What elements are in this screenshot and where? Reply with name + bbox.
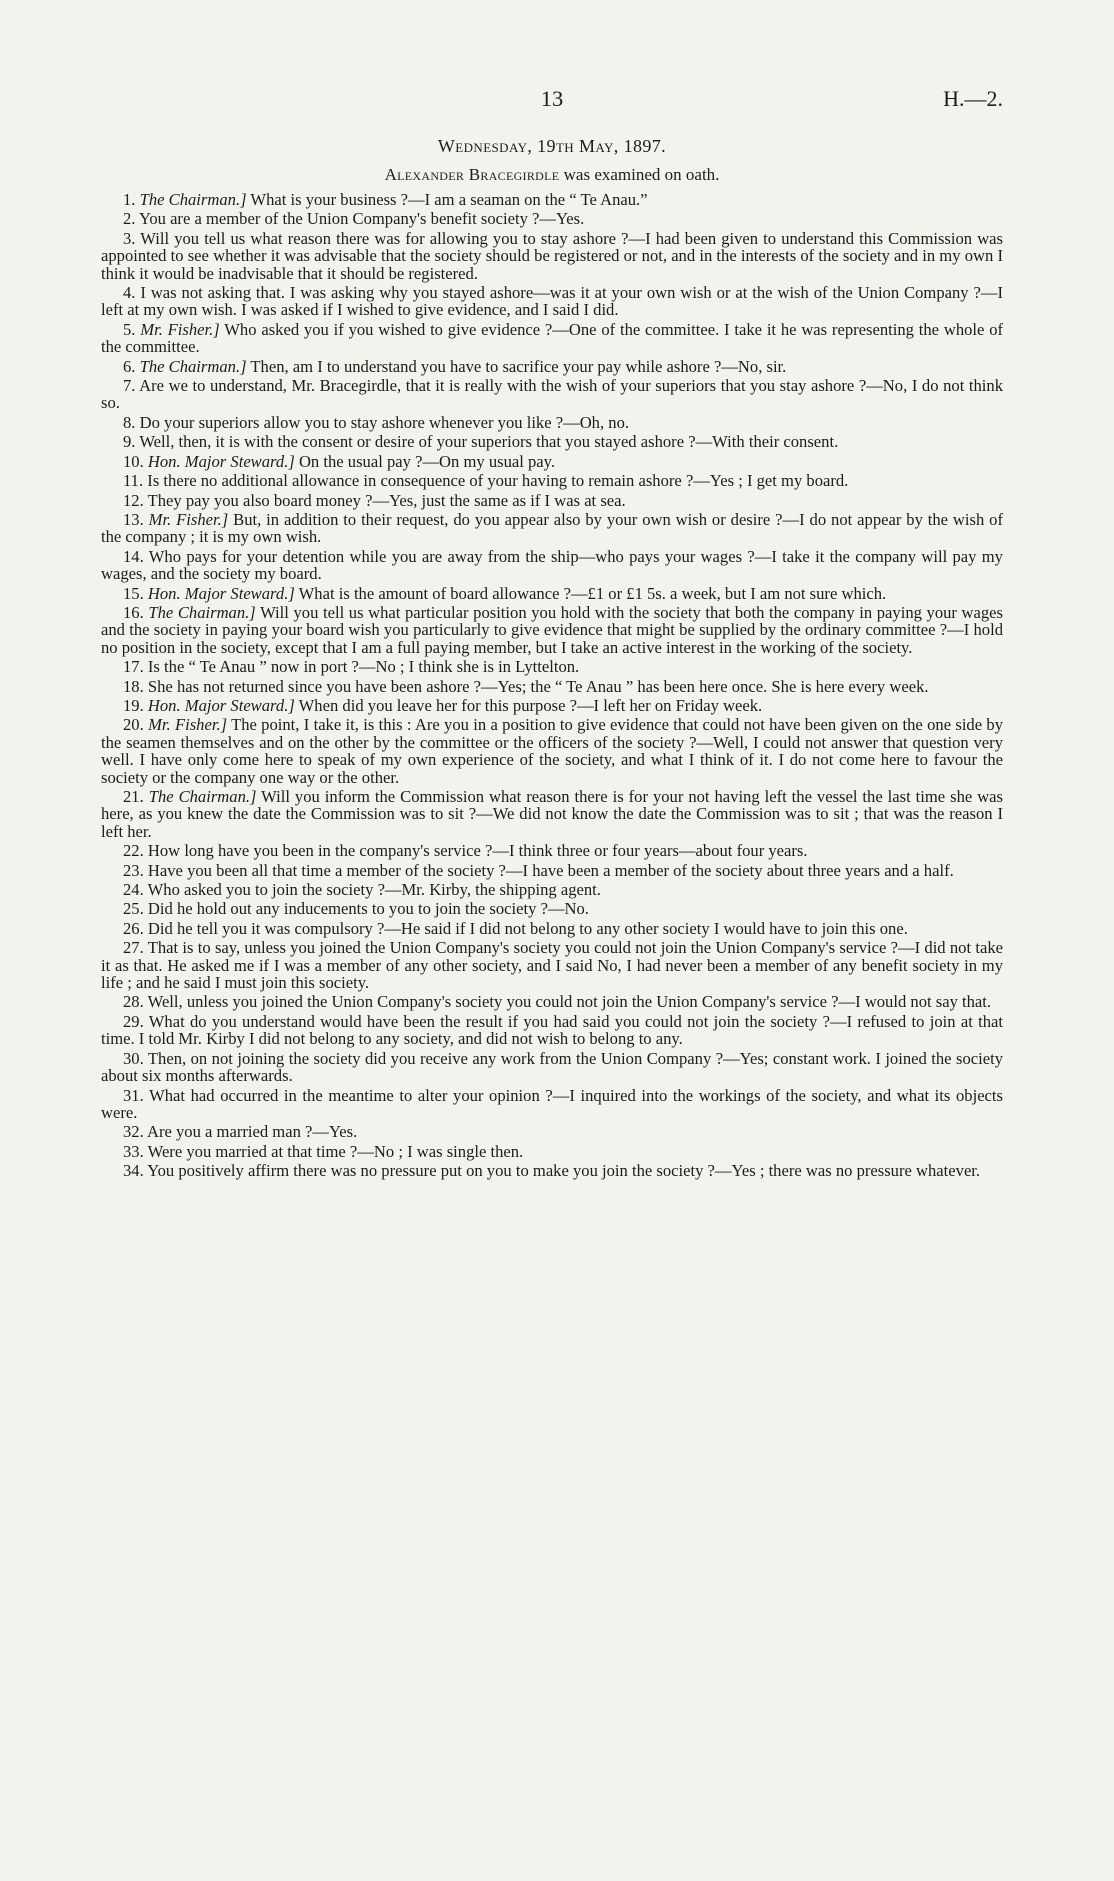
testimony-text: When did you leave her for this purpose ?—I left her on Friday week. <box>294 695 763 715</box>
question-number: 23. <box>123 860 144 880</box>
speaker-name: Hon. Major Steward.] <box>147 583 295 603</box>
testimony-entry <box>101 230 1003 282</box>
testimony-entry <box>101 210 1003 227</box>
question-number: 16. <box>123 602 144 622</box>
question-number: 11. <box>123 471 144 491</box>
question-number: 25. <box>123 899 144 919</box>
testimony-text: Is the “ Te Anau ” now in port ?—No ; I think she is in Lyttelton. <box>147 657 580 677</box>
question-number: 33. <box>123 1141 144 1161</box>
question-number: 15. <box>123 583 144 603</box>
testimony-entry <box>101 920 1003 937</box>
testimony-text: She has not returned since you have been ashore ?—Yes; the “ Te Anau ” has been here once. She is here every week. <box>147 676 929 696</box>
page-number: 13 <box>540 86 564 111</box>
testimony-list <box>101 191 1003 1180</box>
question-number: 24. <box>123 880 144 900</box>
testimony-text: How long have you been in the company's service ?—I think three or four years—about four years. <box>147 841 808 861</box>
witness-status: was examined on oath. <box>559 165 720 184</box>
testimony-text: Well, unless you joined the Union Company's society you could not join the Union Company's service ?—I would not say that. <box>147 992 992 1012</box>
testimony-text: That is to say, unless you joined the Union Company's society you could not join the Union Company's service ?—I did not take it as that. He asked me if I was a member of any other society, and I said No, I had never been a member of any benefit society in my life ; and he said I must join this society. <box>101 938 1003 993</box>
question-number: 7. <box>123 376 136 396</box>
testimony-text: But, in addition to their request, do you appear also by your own wish or desire ?—I do not appear by the wish of the company ; it is my own wish. <box>101 509 1004 547</box>
question-number: 32. <box>123 1122 144 1142</box>
question-number: 1. <box>123 190 136 209</box>
question-number: 18. <box>123 676 144 696</box>
question-number: 13. <box>123 509 144 529</box>
speaker-name: The Chairman.] <box>148 602 256 622</box>
testimony-text: Do your superiors allow you to stay ashore whenever you like ?—Oh, no. <box>139 412 630 432</box>
testimony-entry <box>101 585 1003 602</box>
testimony-entry <box>101 284 1003 319</box>
question-number: 21. <box>123 787 144 806</box>
question-number: 4. <box>123 283 136 303</box>
question-number: 26. <box>123 918 144 938</box>
testimony-entry <box>101 716 1003 786</box>
testimony-entry <box>101 678 1003 695</box>
testimony-entry <box>101 492 1003 509</box>
testimony-entry <box>101 414 1003 431</box>
question-number: 19. <box>123 695 144 715</box>
question-number: 10. <box>123 451 144 471</box>
speaker-name: The Chairman.] <box>148 787 257 806</box>
speaker-name: The Chairman.] <box>139 356 247 376</box>
testimony-text: Then, am I to understand you have to sacrifice your pay while ashore ?—No, sir. <box>246 356 787 376</box>
testimony-entry <box>101 788 1003 840</box>
testimony-entry <box>101 1050 1003 1085</box>
question-number: 14. <box>123 546 144 566</box>
speaker-name: Hon. Major Steward.] <box>147 451 295 471</box>
page-header <box>101 78 1003 118</box>
testimony-entry <box>101 191 1003 208</box>
testimony-text: Will you inform the Commission what reason there is for your not having left the vessel the last time she was here, as you knew the date the Commission was to sit ?—We did not know the date the Commission was to sit ; that was the reason I left her. <box>101 787 1003 841</box>
question-number: 17. <box>123 657 144 677</box>
witness-name: Alexander Bracegirdle <box>384 165 560 184</box>
question-number: 22. <box>123 841 144 861</box>
testimony-entry <box>101 358 1003 375</box>
testimony-text: Did he tell you it was compulsory ?—He said if I did not belong to any other society I would have to join this one. <box>147 918 908 938</box>
testimony-entry <box>101 377 1003 412</box>
testimony-entry <box>101 658 1003 675</box>
testimony-entry <box>101 842 1003 859</box>
testimony-text: What do you understand would have been the result if you had said you could not join the society ?—I refused to join at that time. I told Mr. Kirby I did not belong to any society, and did not wish to belong to any. <box>101 1011 1003 1049</box>
testimony-entry <box>101 1143 1003 1160</box>
testimony-text: Who asked you if you wished to give evidence ?—One of the committee. I take it he was representing the whole of the committee. <box>101 319 1004 357</box>
testimony-entry <box>101 1087 1003 1122</box>
testimony-text: The point, I take it, is this : Are you in a position to give evidence that could not have been given on the one side by the seamen themselves and on the other by the committee or the officers of the society ?—Well, I could not answer that question very well. I have only come here to speak of my own experience of the society, and what I think of it. I do not come here to favour the society or the company one way or the other. <box>101 715 1003 787</box>
testimony-text: On the usual pay ?—On my usual pay. <box>294 451 556 471</box>
testimony-text: Is there no additional allowance in consequence of your having to remain ashore ?—Yes ; I get my board. <box>147 471 849 491</box>
testimony-entry <box>101 548 1003 583</box>
testimony-text: I was not asking that. I was asking why you stayed ashore—was it at your own wish or at the wish of the Union Company ?—I left at my own wish. I was asked if I wished to give evidence, and I said I did. <box>101 283 1003 320</box>
question-number: 29. <box>123 1011 144 1031</box>
testimony-text: Who asked you to join the society ?—Mr. Kirby, the shipping agent. <box>147 880 601 900</box>
question-number: 12. <box>123 490 144 510</box>
testimony-entry <box>101 862 1003 879</box>
speaker-name: Mr. Fisher.] <box>148 509 229 529</box>
testimony-entry <box>101 321 1003 356</box>
question-number: 34. <box>123 1161 144 1181</box>
testimony-entry <box>101 472 1003 489</box>
testimony-text: You are a member of the Union Company's benefit society ?—Yes. <box>139 209 585 229</box>
witness-line <box>101 165 1003 185</box>
testimony-entry <box>101 939 1003 991</box>
testimony-text: Are you a married man ?—Yes. <box>146 1122 358 1142</box>
testimony-entry <box>101 511 1003 546</box>
testimony-text: They pay you also board money ?—Yes, just the same as if I was at sea. <box>147 490 626 510</box>
question-number: 5. <box>123 319 136 339</box>
testimony-text: Did he hold out any inducements to you to join the society ?—No. <box>147 899 589 919</box>
testimony-entry <box>101 604 1003 656</box>
question-number: 31. <box>123 1085 144 1105</box>
testimony-text: Will you tell us what particular position you hold with the society that both the company in paying your wages and the society in paying your board wish you particularly to give evidence that might be supplied by the ordinary committee ?—I hold no position in the society, except that I am a full paying member, but I take an active interest in the working of the society. <box>101 602 1004 657</box>
question-number: 27. <box>123 938 144 958</box>
question-number: 3. <box>123 228 136 248</box>
speaker-name: Mr. Fisher.] <box>140 319 220 339</box>
question-number: 6. <box>123 356 136 376</box>
testimony-text: What is your business ?—I am a seaman on the “ Te Anau.” <box>246 190 648 209</box>
question-number: 2. <box>123 209 136 229</box>
testimony-entry <box>101 1013 1003 1048</box>
question-number: 8. <box>123 412 136 432</box>
question-number: 20. <box>123 715 144 735</box>
testimony-text: Have you been all that time a member of the society ?—I have been a member of the society about three years and a half. <box>147 860 954 880</box>
question-number: 28. <box>123 992 144 1012</box>
testimony-text: Are we to understand, Mr. Bracegirdle, that it is really with the wish of your superiors that you stay ashore ?—No, I do not think so. <box>101 376 1003 413</box>
testimony-entry <box>101 433 1003 450</box>
testimony-text: Then, on not joining the society did you receive any work from the Union Company ?—Yes; constant work. I joined the society about six months afterwards. <box>101 1048 1003 1086</box>
speaker-name: Hon. Major Steward.] <box>147 695 295 715</box>
date-heading: Wednesday, 19th May, 1897. <box>437 136 667 156</box>
testimony-text: What is the amount of board allowance ?—£1 or £1 5s. a week, but I am not sure which. <box>294 583 887 603</box>
testimony-entry <box>101 453 1003 470</box>
testimony-entry <box>101 1123 1003 1140</box>
testimony-text: Will you tell us what reason there was for allowing you to stay ashore ?—I had been given to understand this Commission was appointed to see whether it was advisable that the society should be registered or not, and in the interests of the society and in my own I think it would be inadvisable that it should be registered. <box>101 228 1003 283</box>
testimony-entry <box>101 993 1003 1010</box>
testimony-entry <box>101 697 1003 714</box>
speaker-name: Mr. Fisher.] <box>148 715 228 735</box>
testimony-entry <box>101 1162 1003 1179</box>
testimony-entry <box>101 900 1003 917</box>
testimony-text: You positively affirm there was no pressure put on you to make you join the society ?—Yes ; there was no pressure whatever. <box>147 1161 981 1181</box>
question-number: 9. <box>123 432 136 452</box>
testimony-entry <box>101 881 1003 898</box>
testimony-text: Were you married at that time ?—No ; I was single then. <box>147 1141 524 1161</box>
speaker-name: The Chairman.] <box>139 190 247 209</box>
testimony-text: Well, then, it is with the consent or desire of your superiors that you stayed ashore ?—With their consent. <box>139 432 839 452</box>
testimony-text: What had occurred in the meantime to alter your opinion ?—I inquired into the workings of the society, and what its objects were. <box>101 1085 1003 1122</box>
document-reference: H.—2. <box>943 86 1003 111</box>
question-number: 30. <box>123 1048 144 1068</box>
testimony-text: Who pays for your detention while you are away from the ship—who pays your wages ?—I take it the company will pay my wages, and the society my board. <box>101 546 1003 584</box>
